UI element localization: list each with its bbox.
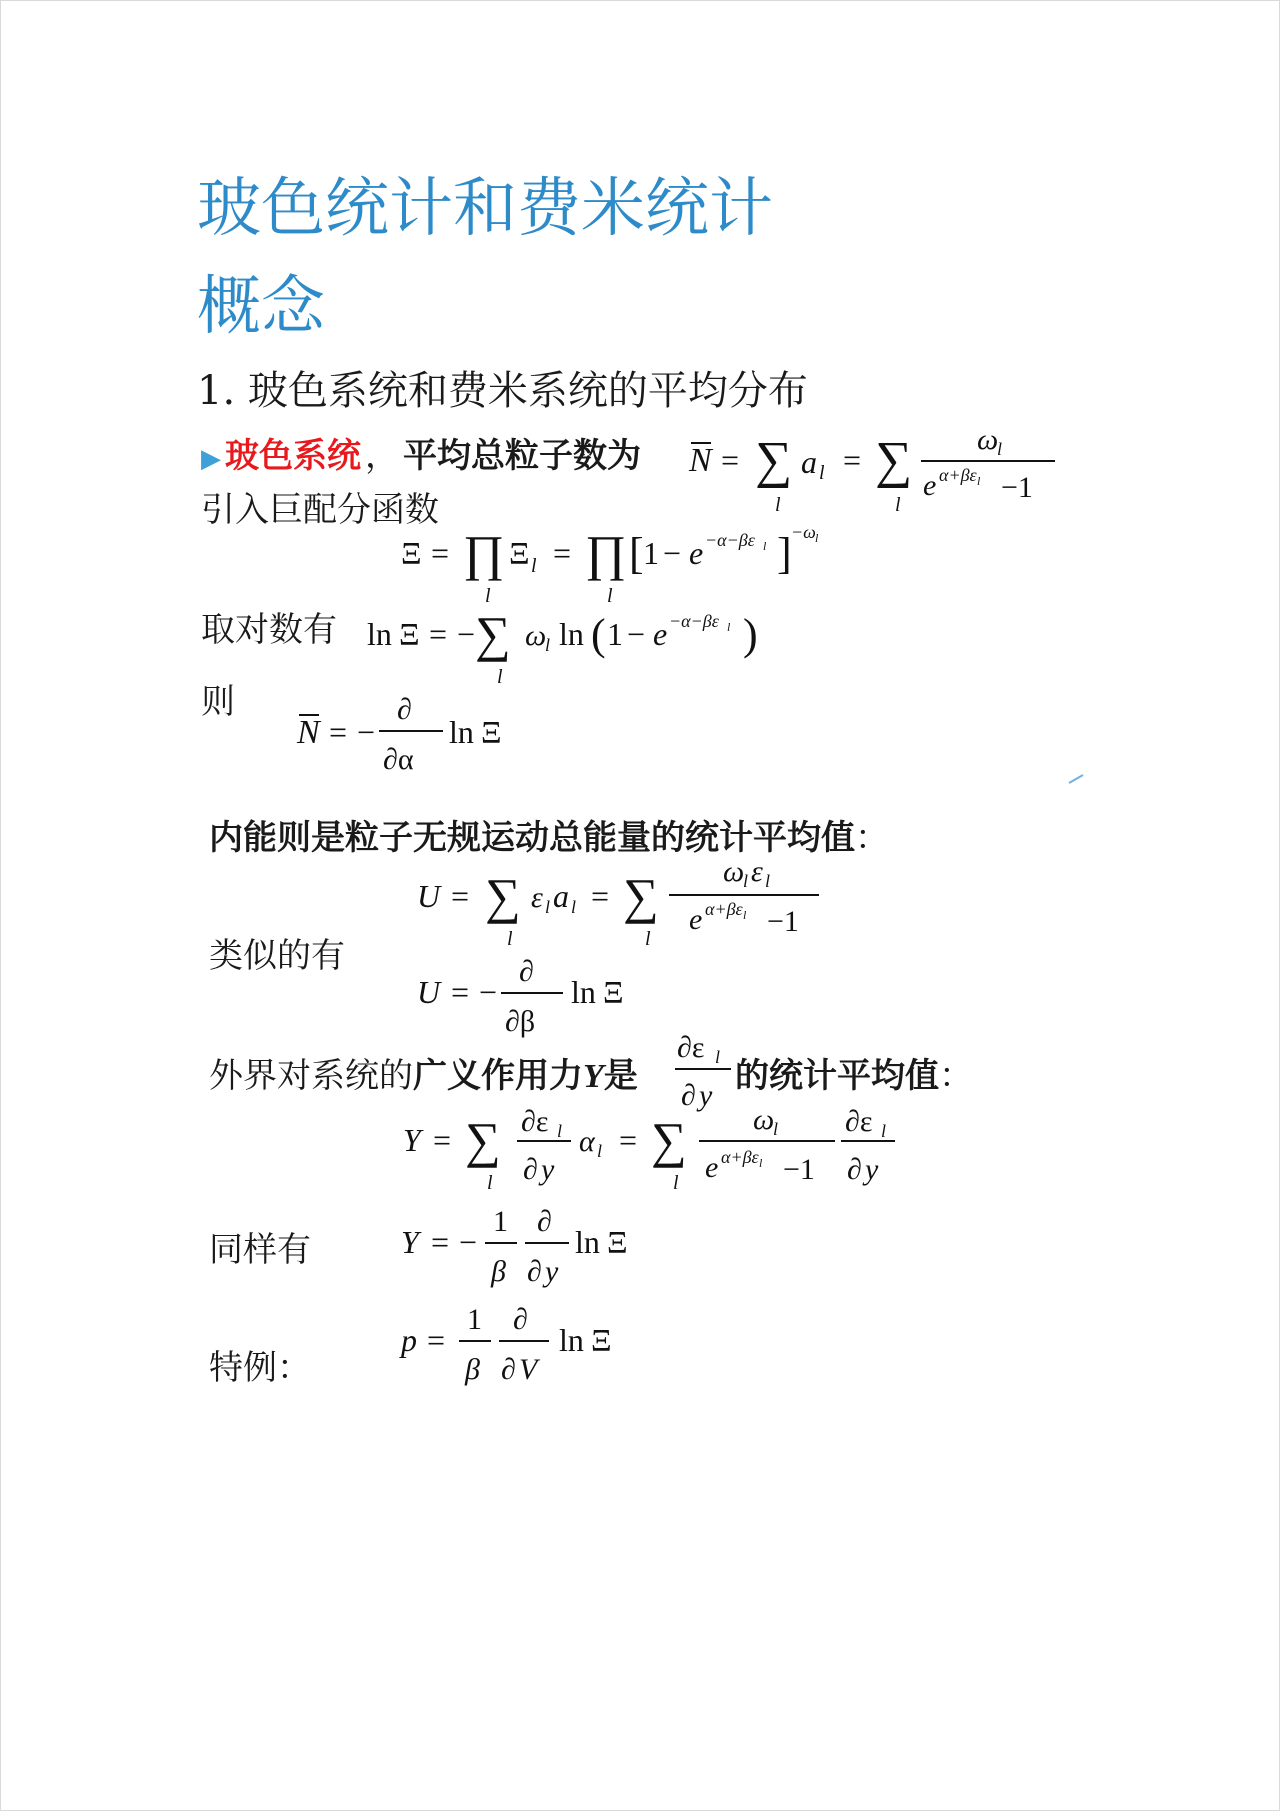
text-special-case: 特例： bbox=[209, 1348, 311, 1388]
svg-text:α+βε: α+βε bbox=[721, 1147, 759, 1167]
svg-text:∂: ∂ bbox=[527, 1255, 542, 1288]
equation-generalized-force bbox=[399, 1099, 919, 1199]
svg-text:∂: ∂ bbox=[681, 1079, 696, 1112]
svg-text:∑: ∑ bbox=[465, 1112, 501, 1168]
svg-text:∑: ∑ bbox=[651, 1112, 687, 1168]
svg-text:l: l bbox=[545, 635, 551, 655]
svg-text:l: l bbox=[715, 1047, 721, 1067]
svg-text:−: − bbox=[663, 535, 682, 571]
svg-text:ε: ε bbox=[531, 881, 543, 914]
document-title: 玻色统计和费米统计 bbox=[197, 172, 773, 246]
svg-text:∑: ∑ bbox=[875, 432, 913, 489]
bullet-triangle-icon: ▶ bbox=[201, 444, 221, 473]
svg-text:]: ] bbox=[777, 529, 792, 578]
svg-text:Ξ: Ξ bbox=[401, 535, 422, 571]
svg-text:l: l bbox=[607, 585, 613, 606]
equation-U-from-log-Xi bbox=[413, 951, 643, 1051]
svg-text:ln: ln bbox=[449, 714, 474, 750]
section-heading: 1. 玻色系统和费米系统的平均分布 bbox=[197, 368, 808, 414]
svg-text:1: 1 bbox=[607, 616, 623, 652]
bose-system-label: 玻色系统 bbox=[225, 436, 361, 476]
decorative-mark bbox=[1067, 773, 1085, 785]
svg-text:ω: ω bbox=[977, 423, 999, 456]
equation-mean-particle-number bbox=[685, 421, 1065, 521]
svg-text:=: = bbox=[431, 535, 450, 571]
svg-text:ln: ln bbox=[367, 616, 392, 652]
svg-text:l: l bbox=[997, 439, 1003, 459]
svg-text:∏: ∏ bbox=[585, 525, 627, 581]
svg-text:∂ε: ∂ε bbox=[845, 1105, 873, 1138]
svg-text:ln: ln bbox=[559, 1322, 584, 1358]
svg-text:∂: ∂ bbox=[519, 955, 534, 988]
svg-text:=: = bbox=[843, 442, 862, 478]
text-force-part3: 是 bbox=[603, 1056, 638, 1096]
svg-text:∑: ∑ bbox=[623, 868, 659, 924]
svg-text:l: l bbox=[497, 666, 503, 688]
document-subtitle: 概念 bbox=[197, 270, 325, 344]
svg-text:l: l bbox=[881, 1121, 887, 1141]
svg-text:(: ( bbox=[591, 610, 606, 659]
svg-text:y: y bbox=[541, 1153, 555, 1186]
svg-text:−: − bbox=[627, 616, 646, 652]
svg-text:l: l bbox=[743, 871, 749, 891]
svg-text:−α−βε: −α−βε bbox=[669, 611, 719, 631]
svg-text:U: U bbox=[417, 878, 441, 914]
svg-text:=: = bbox=[329, 714, 348, 750]
svg-text:[: [ bbox=[629, 529, 644, 578]
svg-text:1: 1 bbox=[493, 1205, 508, 1238]
svg-text:l: l bbox=[485, 585, 491, 606]
svg-text:−: − bbox=[357, 714, 376, 750]
svg-text:e: e bbox=[653, 616, 668, 652]
svg-text:Y: Y bbox=[401, 1224, 419, 1260]
svg-text:−ω: −ω bbox=[791, 522, 816, 542]
svg-text:α+βε: α+βε bbox=[705, 899, 743, 919]
svg-text:∂ε: ∂ε bbox=[677, 1031, 705, 1064]
svg-text:ln: ln bbox=[559, 616, 584, 652]
svg-text:N: N bbox=[689, 442, 712, 479]
svg-text:=: = bbox=[721, 442, 740, 478]
svg-text:=: = bbox=[431, 1224, 450, 1260]
force-statistical-mean-label bbox=[735, 1056, 973, 1096]
svg-text:ln: ln bbox=[571, 974, 596, 1010]
svg-text:=: = bbox=[619, 1122, 638, 1158]
svg-text:∑: ∑ bbox=[755, 432, 793, 489]
svg-text:l: l bbox=[557, 1121, 563, 1141]
svg-text:∂: ∂ bbox=[537, 1205, 552, 1238]
svg-text:l: l bbox=[727, 620, 731, 634]
svg-text:∑: ∑ bbox=[475, 606, 511, 662]
svg-text:l: l bbox=[895, 494, 901, 516]
equation-grand-partition-function bbox=[397, 516, 837, 606]
svg-text:−: − bbox=[479, 974, 498, 1010]
text-internal-energy: 内能则是粒子无规运动总能量的统计平均值 bbox=[209, 818, 855, 858]
svg-text:ln: ln bbox=[575, 1224, 600, 1260]
svg-text:l: l bbox=[507, 928, 513, 950]
svg-text:−: − bbox=[459, 1224, 478, 1260]
equation-N-from-log-Xi bbox=[293, 687, 523, 787]
svg-text:e: e bbox=[689, 535, 704, 571]
svg-text:l: l bbox=[773, 1119, 779, 1139]
svg-text:=: = bbox=[591, 878, 610, 914]
svg-text:U: U bbox=[417, 974, 441, 1010]
svg-text:l: l bbox=[487, 1172, 493, 1194]
svg-text:ω: ω bbox=[753, 1103, 775, 1136]
svg-text:=: = bbox=[451, 974, 470, 1010]
svg-text:β: β bbox=[465, 1353, 480, 1386]
svg-text:=: = bbox=[553, 535, 572, 571]
svg-text:Ξ: Ξ bbox=[607, 1224, 628, 1260]
svg-text:l: l bbox=[775, 494, 781, 516]
svg-text:=: = bbox=[451, 878, 470, 914]
svg-text:∂ε: ∂ε bbox=[521, 1105, 549, 1138]
svg-text:l: l bbox=[597, 1141, 603, 1161]
text-force-part2: 广义作用力 bbox=[413, 1056, 583, 1096]
svg-text:ω: ω bbox=[723, 857, 745, 888]
svg-text:∂: ∂ bbox=[501, 1353, 516, 1386]
svg-text:ω: ω bbox=[525, 619, 547, 652]
svg-text:l: l bbox=[977, 474, 981, 488]
svg-text:l: l bbox=[759, 1156, 763, 1170]
colon-2: ： bbox=[939, 1056, 973, 1096]
svg-text:∑: ∑ bbox=[485, 868, 521, 924]
svg-text:−1: −1 bbox=[767, 905, 799, 938]
svg-text:l: l bbox=[545, 897, 551, 917]
svg-text:Ξ: Ξ bbox=[399, 616, 420, 652]
svg-text:−α−βε: −α−βε bbox=[705, 530, 755, 550]
svg-text:Ξ: Ξ bbox=[603, 974, 624, 1010]
svg-text:l: l bbox=[819, 462, 825, 484]
generalized-force-line bbox=[209, 1056, 638, 1096]
svg-text:ε: ε bbox=[751, 857, 763, 888]
equation-log-grand-partition bbox=[365, 601, 785, 691]
text-force-part1: 外界对系统的 bbox=[209, 1056, 413, 1096]
svg-text:Y: Y bbox=[403, 1122, 421, 1158]
svg-text:N: N bbox=[297, 714, 320, 751]
svg-text:y: y bbox=[545, 1255, 559, 1288]
svg-text:l: l bbox=[571, 897, 577, 917]
svg-text:Ξ: Ξ bbox=[481, 714, 502, 750]
svg-text:α+βε: α+βε bbox=[939, 465, 977, 485]
svg-text:l: l bbox=[531, 555, 537, 577]
svg-text:y: y bbox=[865, 1153, 879, 1186]
svg-text:l: l bbox=[763, 539, 767, 553]
colon: ： bbox=[855, 818, 889, 858]
equation-internal-energy bbox=[413, 857, 833, 957]
svg-text:1: 1 bbox=[467, 1303, 482, 1336]
svg-text:∂α: ∂α bbox=[383, 743, 414, 776]
bullet-separator: ， bbox=[365, 436, 399, 476]
equation-Y-from-log-Xi bbox=[397, 1199, 647, 1299]
svg-text:=: = bbox=[433, 1122, 452, 1158]
internal-energy-line bbox=[209, 818, 889, 858]
svg-text:∏: ∏ bbox=[463, 525, 505, 581]
svg-text:e: e bbox=[705, 1151, 719, 1184]
svg-text:Ξ: Ξ bbox=[509, 535, 530, 571]
svg-text:∂: ∂ bbox=[523, 1153, 538, 1186]
equation-pressure bbox=[397, 1297, 637, 1397]
svg-text:a: a bbox=[553, 878, 569, 914]
svg-text:l: l bbox=[645, 928, 651, 950]
svg-text:l: l bbox=[765, 871, 771, 891]
text-intro-grand-partition: 引入巨配分函数 bbox=[201, 490, 439, 530]
svg-text:α: α bbox=[579, 1125, 595, 1158]
svg-text:Ξ: Ξ bbox=[591, 1322, 612, 1358]
mean-particle-number-label: 平均总粒子数为 bbox=[403, 436, 641, 476]
svg-text:∂: ∂ bbox=[847, 1153, 862, 1186]
svg-text:1: 1 bbox=[643, 535, 659, 571]
svg-text:l: l bbox=[673, 1172, 679, 1194]
svg-text:∂: ∂ bbox=[513, 1303, 528, 1336]
text-then: 则 bbox=[201, 682, 235, 722]
svg-text:∂: ∂ bbox=[397, 693, 412, 726]
svg-text:−1: −1 bbox=[1001, 471, 1033, 504]
svg-text:∂β: ∂β bbox=[505, 1005, 536, 1038]
text-take-log: 取对数有 bbox=[201, 610, 337, 650]
svg-text:−: − bbox=[457, 616, 476, 652]
text-force-Y: Y bbox=[583, 1058, 604, 1095]
svg-text:l: l bbox=[815, 531, 819, 545]
svg-text:a: a bbox=[801, 444, 817, 480]
svg-text:e: e bbox=[923, 469, 937, 502]
text-likewise: 同样有 bbox=[209, 1230, 311, 1270]
svg-text:): ) bbox=[743, 610, 758, 659]
svg-text:β: β bbox=[491, 1255, 506, 1288]
svg-text:y: y bbox=[699, 1079, 713, 1112]
svg-text:=: = bbox=[429, 616, 448, 652]
svg-text:p: p bbox=[401, 1322, 417, 1358]
svg-text:=: = bbox=[427, 1322, 446, 1358]
svg-text:V: V bbox=[519, 1353, 538, 1386]
bullet-line bbox=[201, 436, 641, 476]
svg-text:e: e bbox=[689, 903, 703, 936]
svg-text:−1: −1 bbox=[783, 1153, 815, 1186]
text-force-part4: 的统计平均值 bbox=[735, 1056, 939, 1096]
text-similarly: 类似的有 bbox=[209, 936, 345, 976]
svg-text:l: l bbox=[743, 908, 747, 922]
